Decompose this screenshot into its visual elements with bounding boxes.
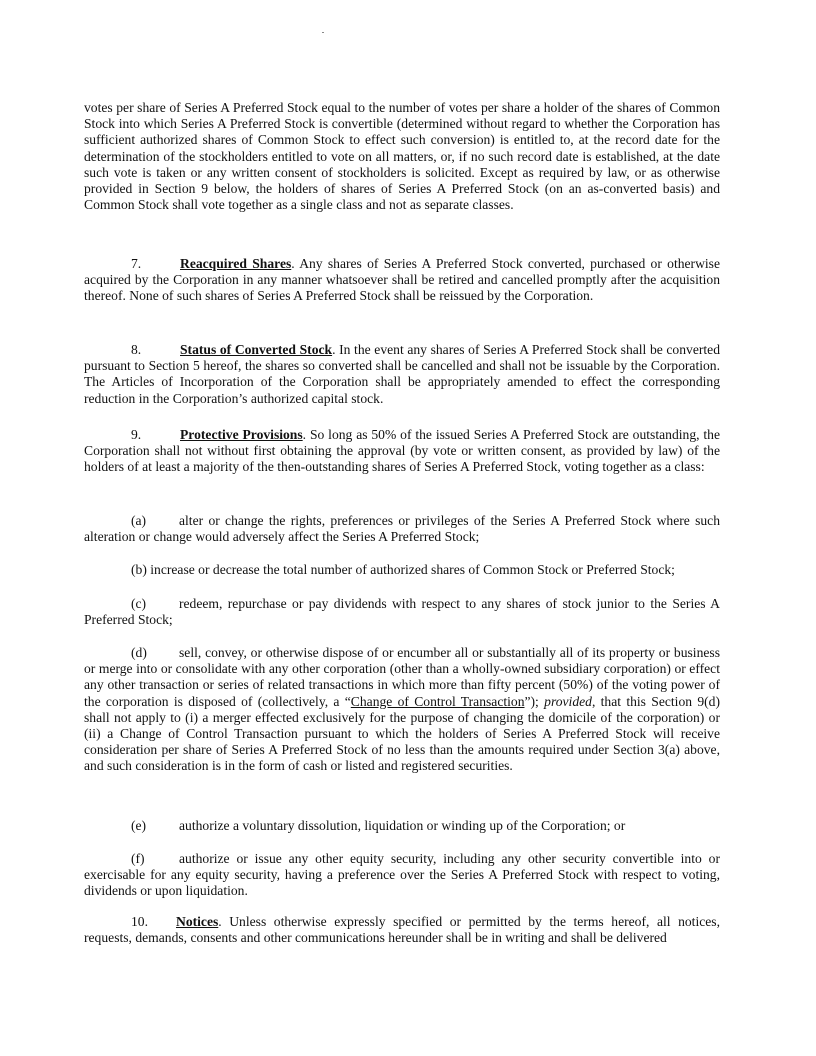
section-heading: Status of Converted Stock <box>180 342 333 357</box>
section-body: . So long as 50% of the issued Series A Preferred Stock are outstanding, the Corporation shall not without first obtaining the approval (by vote or written consent, as provided by law) of the holders of at least a majority of the then-outstanding shares of Series A Preferred Stock, voting together as a class: <box>84 427 720 475</box>
clause-label: (e) <box>131 818 147 833</box>
section-heading: Protective Provisions <box>180 427 303 442</box>
section-9 <box>84 427 720 476</box>
clause-d <box>84 645 720 775</box>
section-body: . Any shares of Series A Preferred Stock converted, purchased or otherwise acquired by the Corporation in any manner whatsoever shall be retired and cancelled promptly after the acquisition thereof. None of such shares of Series A Preferred Stock shall be reissued by the Corporation. <box>84 256 720 304</box>
clause-label: (f) <box>131 851 145 866</box>
clause-text: , that this Section 9(d) shall not apply to (i) a merger effected exclusively for the purpose of changing the domicile of the corporation) or (ii) a Change of Control Transaction pursuant to which the holders of Series A Preferred Stock will receive consideration per share of Series A Preferred Stock of no less than the amounts required under Section 3(a) above, and such consideration is in the form of cash or listed and registered securities. <box>84 693 720 774</box>
clause-f <box>84 851 720 900</box>
clause-b <box>84 562 720 578</box>
section-heading: Notices <box>176 914 219 929</box>
section-body: . Unless otherwise expressly specified or permitted by the terms hereof, all notices, requests, demands, consents and other communications hereunder shall be in writing and shall be delivered <box>84 914 720 946</box>
clause-a <box>84 513 720 545</box>
paragraph-voting-continued: votes per share of Series A Preferred Stock equal to the number of votes per share a holder of the shares of Common Stock into which Series A Preferred Stock is convertible (determined without regard to whether the Corporation has sufficient authorized shares of Common Stock to effect such conversion) is entitled to, at the record date for the determination of the stockholders entitled to vote on all matters, or, if no such record date is established, at the date such vote is taken or any written consent of stockholders is solicited. Except as required by law, or as otherwise provided in Section 9 below, the holders of shares of Series A Preferred Stock (on an as-converted basis) and Common Stock shall vote together as a single class and not as separate classes. <box>84 100 720 213</box>
section-number: 7. <box>131 256 142 271</box>
section-number: 10. <box>131 914 148 929</box>
proviso-term: provided <box>544 693 592 709</box>
clause-text: alter or change the rights, preferences or privileges of the Series A Preferred Stock where such alteration or change would adversely affect the Series A Preferred Stock; <box>84 513 720 545</box>
section-7 <box>84 256 720 305</box>
section-10 <box>84 914 720 946</box>
clause-text: authorize a voluntary dissolution, liquidation or winding up of the Corporation; or <box>179 818 626 833</box>
section-8 <box>84 342 720 407</box>
clause-e <box>84 818 720 834</box>
clause-c <box>84 596 720 628</box>
clause-label: (d) <box>131 645 147 660</box>
clause-label: (a) <box>131 513 147 528</box>
clause-text: (b) increase or decrease the total number of authorized shares of Common Stock or Preferred Stock; <box>131 562 675 577</box>
scan-speck <box>322 32 324 33</box>
section-body: . In the event any shares of Series A Preferred Stock shall be converted pursuant to Section 5 hereof, the shares so converted shall be cancelled and shall not be issuable by the Corporation. The Articles of Incorporation of the Corporation shall be appropriately amended to effect the corresponding reduction in the Corporation’s authorized capital stock. <box>84 342 720 406</box>
section-number: 9. <box>131 427 142 442</box>
clause-text: ”); <box>524 693 545 709</box>
clause-text: authorize or issue any other equity security, including any other security convertible into or exercisable for any equity security, having a preference over the Series A Preferred Stock with respect to voting, dividends or upon liquidation. <box>84 851 720 899</box>
section-heading: Reacquired Shares <box>180 256 292 271</box>
clause-label: (c) <box>131 596 147 611</box>
clause-text: redeem, repurchase or pay dividends with respect to any shares of stock junior to the Series A Preferred Stock; <box>84 596 720 628</box>
section-number: 8. <box>131 342 142 357</box>
clause-text: sell, convey, or otherwise dispose of or encumber all or substantially all of its property or business or merge into or consolidate with any other corporation (other than a wholly-owned subsidiary corporation) or effect any other transaction or series of related transactions in which more than fifty percent (50%) of the voting power of the corporation is disposed of (collectively, a “ <box>84 645 720 709</box>
defined-term: Change of Control Transaction <box>350 693 525 709</box>
